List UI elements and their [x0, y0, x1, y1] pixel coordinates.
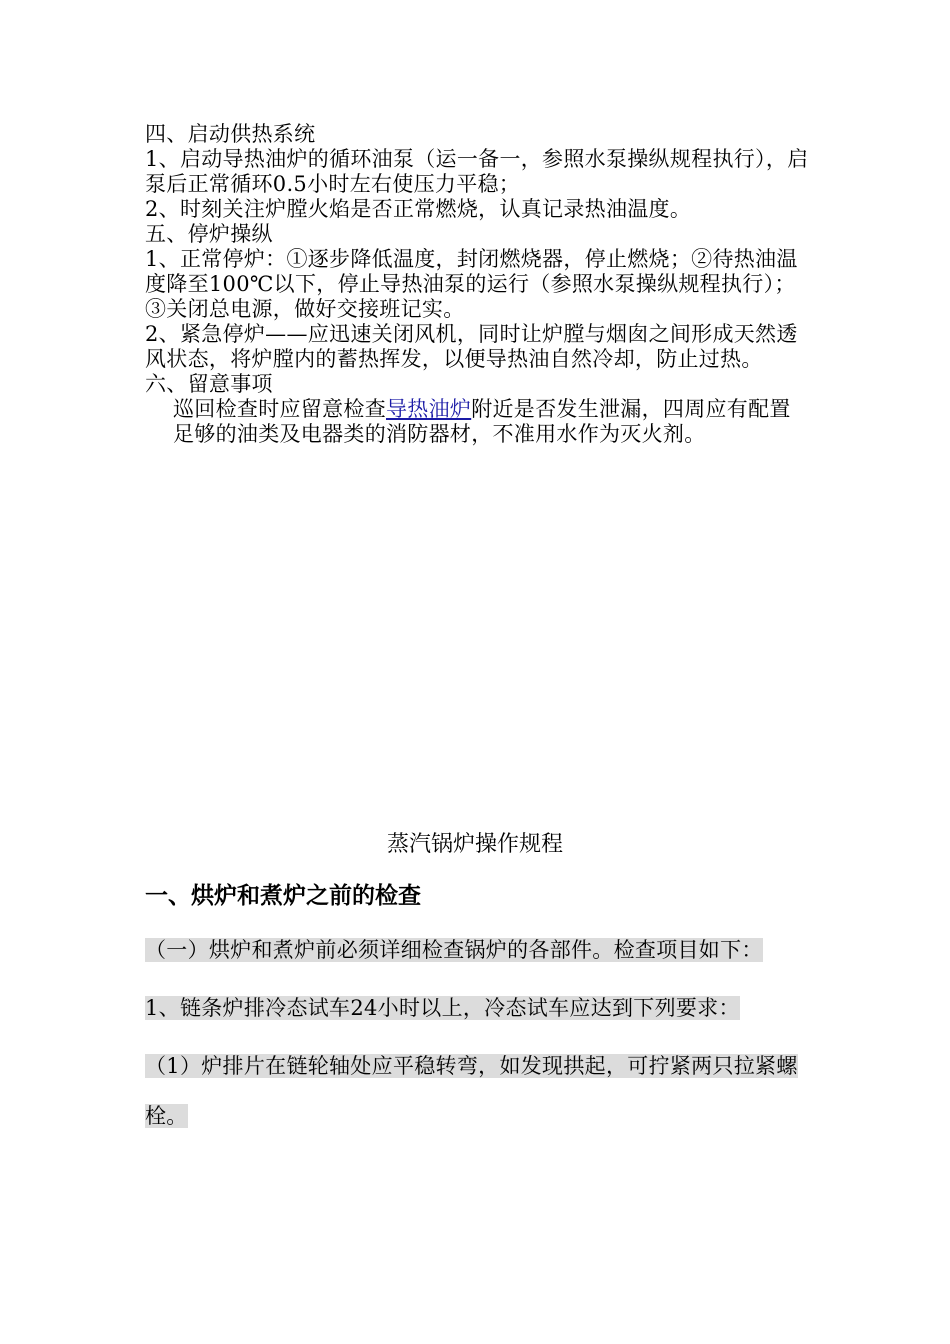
- section-title-shutdown: 五、停炉操纵: [145, 222, 273, 246]
- inspection-text-before: 巡回检查时应留意检查: [173, 397, 386, 421]
- document-title: 蒸汽锅炉操作规程: [386, 832, 563, 857]
- highlighted-text: （一）烘炉和煮炉前必须详细检查锅炉的各部件。检查项目如下：: [145, 938, 763, 962]
- thermal-oil-furnace-link[interactable]: 导热油炉: [386, 397, 472, 421]
- highlighted-text: （1）炉排片在链轮轴处应平稳转弯，如发现拱起，可拧紧两只拉紧螺栓。: [145, 1054, 798, 1128]
- paragraph-grate-turn: [145, 1041, 810, 1141]
- paragraph-check-components: [145, 925, 810, 975]
- paragraph-start-pump: 1、启动导热油炉的循环油泵（运一备一，参照水泵操纵规程执行），启泵后正常循环0.5小时左右使压力平稳；: [145, 147, 809, 196]
- paragraph-monitor-flame: 2、时刻关注炉膛火焰是否正常燃烧，认真记录热油温度。: [145, 197, 692, 221]
- section-title-heating: 四、启动供热系统: [145, 122, 316, 146]
- paragraph-normal-shutdown: 1、正常停炉：①逐步降低温度，封闭燃烧器，停止燃烧；②待热油温度降至100℃以下，停止导热油泵的运行（参照水泵操纵规程执行）；③关闭总电源，做好交接班记实。: [145, 247, 798, 321]
- shaded-text-block: [145, 925, 810, 1149]
- paragraph-cold-test: [145, 983, 810, 1033]
- section-title-notes: 六、留意事项: [145, 372, 273, 396]
- heading-pre-check: 一、烘炉和煮炉之前的检查: [145, 883, 421, 909]
- highlighted-text: 1、链条炉排冷态试车24小时以上，冷态试车应达到下列要求：: [145, 996, 740, 1020]
- inspection-text-after: 附近是否发生泄漏，四周应有配置足够的油类及电器类的消防器材，不准用水作为灭火剂。: [173, 397, 791, 446]
- top-text-block: [145, 122, 810, 447]
- paragraph-inspection: [145, 397, 810, 447]
- paragraph-emergency-shutdown: 2、紧急停炉——应迅速关闭风机，同时让炉膛与烟囱之间形成天然透风状态，将炉膛内的蓄热挥发，以便导热油自然冷却，防止过热。: [145, 322, 798, 371]
